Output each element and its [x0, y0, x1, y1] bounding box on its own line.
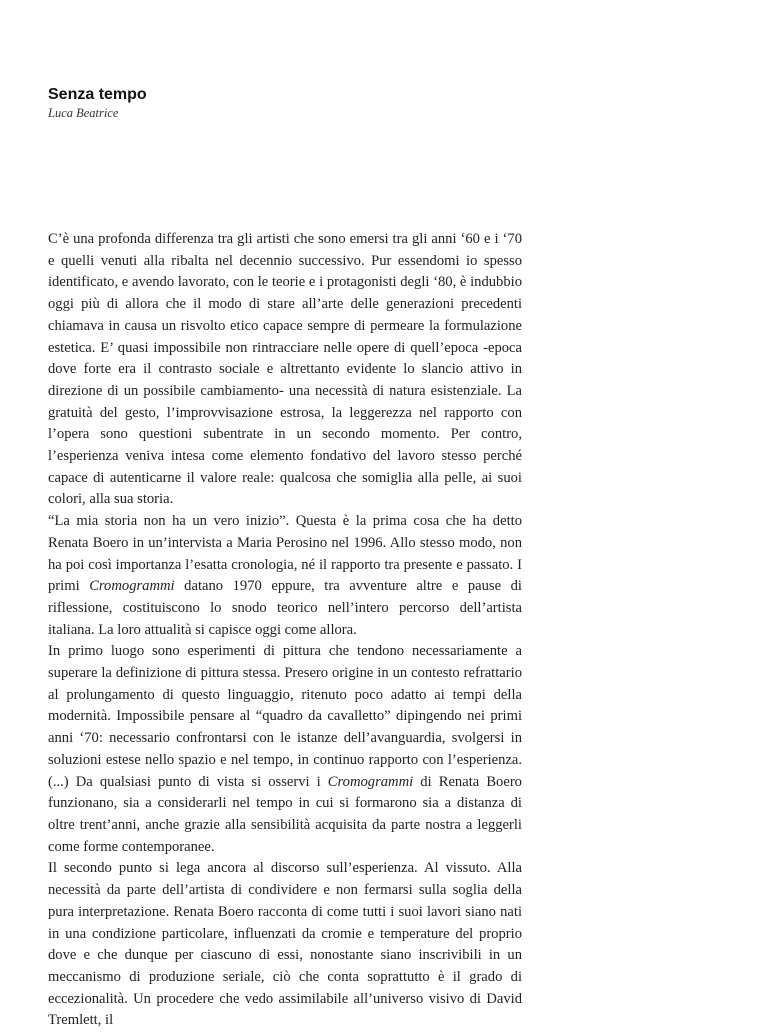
- paragraph: [48, 858, 522, 1032]
- paragraph-text: “La mia storia non ha un vero inizio”. Questa è la prima cosa che ha detto Renata Boero in un’intervista a Maria Perosino nel 1996. Allo stesso modo, non ha poi così importanza l’esatta cronologia, né il rapporto tra presente e passato. I primi: [48, 513, 522, 595]
- paragraph-text: In primo luogo sono esperimenti di pittura che tendono necessariamente a superare la definizione di pittura stessa. Presero origine in un contesto refrattario al prolungamento di questo linguaggio, ritenuto poco adatto ai tempi della modernità. Impossibile pensare al “quadro da cavalletto” dipingendo nei primi anni ‘70: necessario confrontarsi con le istanze dell’avanguardia, svolgersi in soluzioni estese nello spazio e nel tempo, in continuo rapporto con l’esperienza. (...) Da qualsiasi punto di vista si osservi i: [48, 643, 522, 790]
- italic-title-text: Cromogrammi: [327, 773, 414, 790]
- italic-title-text: Cromogrammi: [89, 578, 175, 595]
- paragraph: [48, 229, 522, 511]
- paragraph-text: datano 1970 eppure, tra avventure altre e pause di riflessione, costituiscono lo snodo teorico nell’intero percorso dell’artista italiana. La loro attualità si capisce oggi come allora.: [48, 578, 522, 638]
- paragraph-text: Il secondo punto si lega ancora al discorso sull’esperienza. Al vissuto. Alla necessità da parte dell’artista di condividere e non fermarsi sulla soglia della pura interpretazione. Renata Boero racconta di come tutti i suoi lavori siano nati in una condizione particolare, influenzati da cromie e temperature del proprio dove e che dunque per ciascuno di essi, nonostante siano inscrivibili in un meccanismo di produzione seriale, ciò che conta soprattutto è il grado di eccezionalità. Un procedere che vedo assimilabile all’universo visivo di David Tremlett, il: [48, 860, 522, 1029]
- article-title: Senza tempo: [48, 86, 147, 103]
- article-author: Luca Beatrice: [48, 106, 119, 120]
- paragraph-text: di Renata Boero funzionano, sia a considerarli nel tempo in cui si formarono sia a distanza di oltre trent’anni, anche grazie alla sensibilità acquisita da parte nostra a leggerli come forme contemporanee.: [48, 773, 522, 855]
- paragraph: [48, 511, 522, 641]
- paragraph: [48, 641, 522, 858]
- article-body: [48, 229, 522, 1032]
- paragraph-text: C’è una profonda differenza tra gli artisti che sono emersi tra gli anni ‘60 e i ‘70 e quelli venuti alla ribalta nel decennio successivo. Pur essendomi io spesso identificato, e avendo lavorato, con le teorie e i protagonisti degli ‘80, è indubbio oggi più di allora che il modo di stare all’arte delle generazioni precedenti chiamava in causa un risvolto etico capace sempre di permeare la formulazione estetica. E’ quasi impossibile non rintracciare nelle opere di quell’epoca -epoca dove forte era il contrasto sociale e altrettanto evidente lo slancio attivo in direzione di un possibile cambiamento- una necessità di natura esistenziale. La gratuità del gesto, l’improvvisazione estrosa, la leggerezza nel rapporto con l’opera sono questioni subentrate in un secondo momento. Per contro, l’esperienza veniva intesa come elemento fondativo del lavoro stesso perché capace di autenticarne il valore reale: qualcosa che somiglia alla pelle, ai suoi colori, alla sua storia.: [48, 231, 522, 508]
